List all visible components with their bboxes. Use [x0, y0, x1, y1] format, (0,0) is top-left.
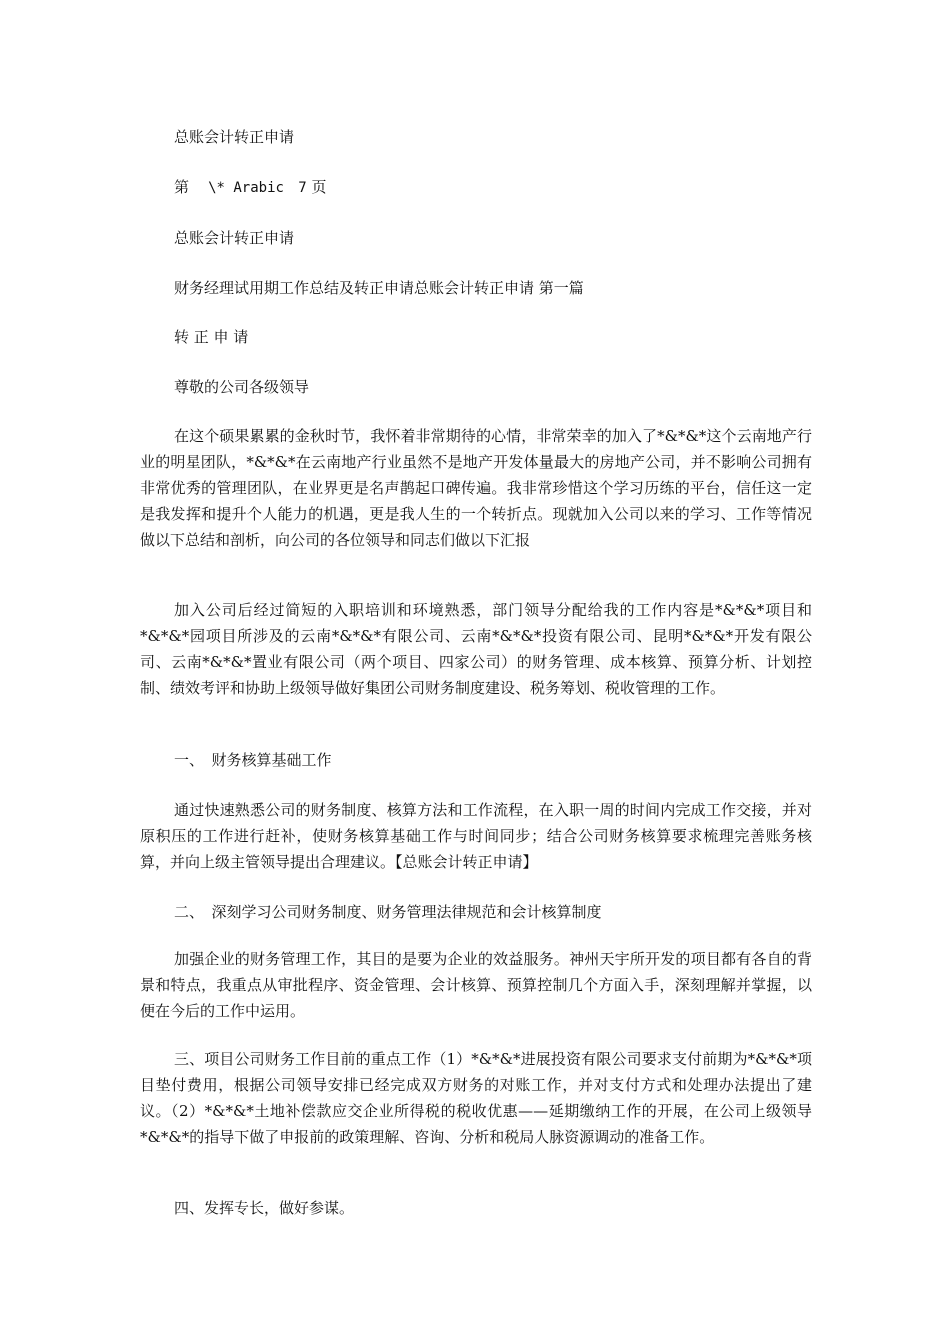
application-heading: 转 正 申 请: [174, 328, 249, 346]
paragraph-intro: 在这个硕果累累的金秋时节，我怀着非常期待的心情，非常荣幸的加入了*&*&*这个云南地产行业的明星团队，*&*&*在云南地产行业虽然不是地产开发体量最大的房地产公司，并不影响公司拥有非常优秀的管理团队，在业界更是名声鹊起口碑传遍。我非常珍惜这个学习历练的平台，信任这一定是我发挥和提升个人能力的机遇，更是我人生的一个转折点。现就加入公司以来的学习、工作等情况做以下总结和剖析，向公司的各位领导和同志们做以下汇报: [140, 427, 812, 549]
salutation: 尊敬的公司各级领导: [174, 378, 310, 396]
paragraph-financial-management: 加强企业的财务管理工作，其目的是要为企业的效益服务。神州天宇所开发的项目都有各自的背景和特点，我重点从审批程序、资金管理、会计核算、预算控制几个方面入手，深刻理解并掌握，以便在今后的工作中运用。: [140, 950, 812, 1020]
page-number: 7: [298, 180, 307, 196]
paragraph-accounting-basics: 通过快速熟悉公司的财务制度、核算方法和工作流程，在入职一周的时间内完成工作交接，并对原积压的工作进行赶补，使财务核算基础工作与时间同步；结合公司财务核算要求梳理完善账务核算，并向上级主管领导提出合理建议。【总账会计转正申请】: [140, 801, 812, 871]
section-heading-4: 四、发挥专长，做好参谋。: [174, 1199, 355, 1217]
page-field-code: \* Arabic: [208, 180, 284, 196]
paragraph-key-work: 三、项目公司财务工作目前的重点工作（1）*&*&*进展投资有限公司要求支付前期为*&*&*项目垫付费用，根据公司领导安排已经完成双方财务的对账工作，并对支付方式和处理办法提出了建议。（2）*&*&*土地补偿款应交企业所得税的税收优惠——延期缴纳工作的开展，在公司上级领导*&*&*的指导下做了申报前的政策理解、咨询、分析和税局人脉资源调动的准备工作。: [140, 1050, 812, 1146]
document-subtitle: 财务经理试用期工作总结及转正申请总账会计转正申请 第一篇: [174, 279, 584, 297]
document-title-repeat: 总账会计转正申请: [174, 229, 295, 247]
page-prefix: 第: [174, 178, 190, 196]
document-title: 总账会计转正申请: [174, 128, 295, 146]
page-suffix: 页: [311, 178, 327, 196]
section-heading-2: 二、 深刻学习公司财务制度、财务管理法律规范和会计核算制度: [174, 903, 602, 921]
page-number-field: [174, 177, 327, 198]
paragraph-work-content: 加入公司后经过简短的入职培训和环境熟悉，部门领导分配给我的工作内容是*&*&*项目和*&*&*园项目所涉及的云南*&*&*有限公司、云南*&*&*投资有限公司、昆明*&*&*开发有限公司、云南*&*&*置业有限公司（两个项目、四家公司）的财务管理、成本核算、预算分析、计划控制、绩效考评和协助上级领导做好集团公司财务制度建设、税务筹划、税收管理的工作。: [140, 601, 812, 697]
section-heading-1: 一、 财务核算基础工作: [174, 751, 332, 769]
